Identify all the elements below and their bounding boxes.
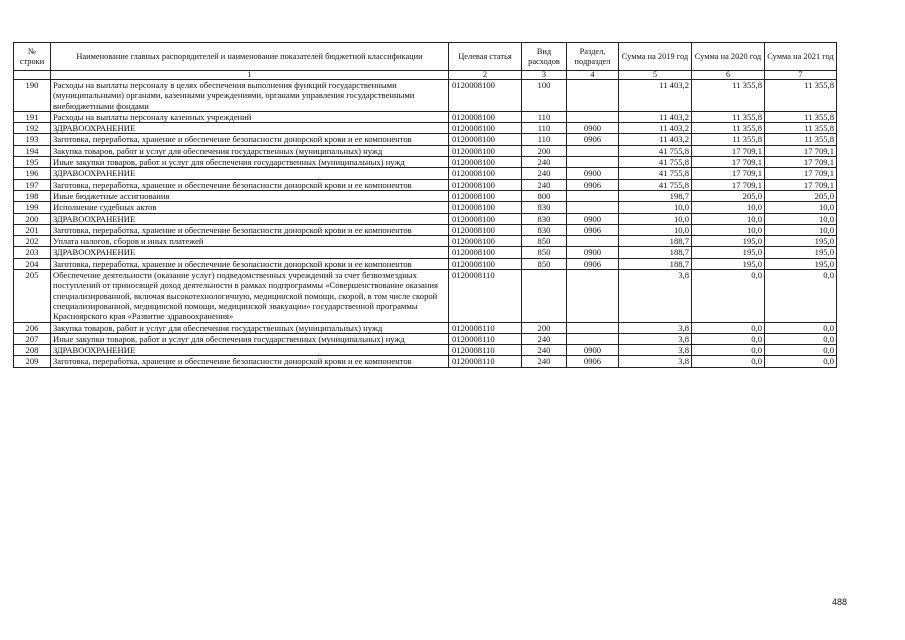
table-row	[14, 270, 837, 322]
row-number-cell: 192	[14, 123, 51, 134]
sum-2020-cell: 195,0	[692, 258, 765, 269]
table-row	[14, 134, 837, 145]
row-name-cell: Обеспечение деятельности (оказание услуг) подведомственных учреждений за счет безвозмездных поступлений от приносящей доход деятельности в рамках подпрограммы «Совершенствование оказания специализированной, включая высокотехнологичную, медицинской помощи, скорой, в том числе скорой специализированной, медицинской помощи, медицинской эвакуации» государственной программы Красноярского края «Развитие здравоохранения»	[51, 270, 449, 322]
expense-type-cell: 830	[522, 224, 567, 235]
budget-table-wrapper	[13, 42, 836, 368]
section-cell	[567, 190, 619, 201]
expense-type-cell: 240	[522, 333, 567, 344]
sum-2020-cell: 11 355,8	[692, 111, 765, 122]
row-name-cell: Расходы на выплаты персоналу казенных учреждений	[51, 111, 449, 122]
sum-2020-cell: 17 709,1	[692, 157, 765, 168]
row-name-cell: Иные закупки товаров, работ и услуг для обеспечения государственных (муниципальных) нужд	[51, 333, 449, 344]
sum-2019-cell: 41 755,8	[619, 168, 692, 179]
row-number-cell: 200	[14, 213, 51, 224]
sum-2021-cell: 205,0	[765, 190, 837, 201]
target-article-cell: 0120008110	[449, 345, 522, 356]
sum-2020-cell: 0,0	[692, 270, 765, 322]
section-cell: 0906	[567, 356, 619, 367]
target-article-cell: 0120008110	[449, 333, 522, 344]
row-name-cell: Закупка товаров, работ и услуг для обеспечения государственных (муниципальных) нужд	[51, 145, 449, 156]
sum-2020-cell: 205,0	[692, 190, 765, 201]
target-article-cell: 0120008100	[449, 134, 522, 145]
table-row	[14, 157, 837, 168]
row-number-cell: 201	[14, 224, 51, 235]
col-number	[14, 71, 51, 80]
expense-type-cell: 850	[522, 236, 567, 247]
sum-2021-cell: 10,0	[765, 202, 837, 213]
col-number: 3	[522, 71, 567, 80]
target-article-cell: 0120008100	[449, 157, 522, 168]
sum-2021-cell: 0,0	[765, 333, 837, 344]
col-header-sum-2021: Сумма на 2021 год	[765, 43, 837, 71]
section-cell	[567, 80, 619, 112]
sum-2019-cell: 3,8	[619, 333, 692, 344]
sum-2021-cell: 10,0	[765, 224, 837, 235]
target-article-cell: 0120008100	[449, 202, 522, 213]
sum-2020-cell: 195,0	[692, 247, 765, 258]
sum-2019-cell: 188,7	[619, 247, 692, 258]
expense-type-cell: 240	[522, 356, 567, 367]
row-name-cell: Исполнение судебных актов	[51, 202, 449, 213]
sum-2019-cell: 41 755,8	[619, 157, 692, 168]
target-article-cell: 0120008100	[449, 224, 522, 235]
sum-2020-cell: 10,0	[692, 224, 765, 235]
row-name-cell: Иные закупки товаров, работ и услуг для обеспечения государственных (муниципальных) нужд	[51, 157, 449, 168]
sum-2019-cell: 188,7	[619, 236, 692, 247]
sum-2020-cell: 11 355,8	[692, 134, 765, 145]
expense-type-cell: 830	[522, 213, 567, 224]
table-row	[14, 236, 837, 247]
sum-2020-cell: 11 355,8	[692, 123, 765, 134]
table-row	[14, 202, 837, 213]
sum-2019-cell: 11 403,2	[619, 80, 692, 112]
column-number-row	[14, 71, 837, 80]
row-number-cell: 196	[14, 168, 51, 179]
sum-2019-cell: 10,0	[619, 224, 692, 235]
table-row	[14, 333, 837, 344]
sum-2020-cell: 0,0	[692, 333, 765, 344]
sum-2020-cell: 195,0	[692, 236, 765, 247]
sum-2019-cell: 10,0	[619, 202, 692, 213]
sum-2020-cell: 17 709,1	[692, 168, 765, 179]
row-number-cell: 191	[14, 111, 51, 122]
row-name-cell: Заготовка, переработка, хранение и обеспечение безопасности донорской крови и ее компонентов	[51, 134, 449, 145]
target-article-cell: 0120008100	[449, 145, 522, 156]
section-cell	[567, 145, 619, 156]
table-row	[14, 345, 837, 356]
table-row	[14, 179, 837, 190]
row-name-cell: ЗДРАВООХРАНЕНИЕ	[51, 247, 449, 258]
sum-2019-cell: 3,8	[619, 345, 692, 356]
table-row	[14, 213, 837, 224]
row-name-cell: Заготовка, переработка, хранение и обеспечение безопасности донорской крови и ее компонентов	[51, 179, 449, 190]
sum-2020-cell: 10,0	[692, 213, 765, 224]
section-cell	[567, 111, 619, 122]
row-name-cell: ЗДРАВООХРАНЕНИЕ	[51, 168, 449, 179]
sum-2020-cell: 17 709,1	[692, 179, 765, 190]
target-article-cell: 0120008100	[449, 247, 522, 258]
sum-2021-cell: 17 709,1	[765, 179, 837, 190]
row-number-cell: 207	[14, 333, 51, 344]
sum-2019-cell: 41 755,8	[619, 179, 692, 190]
expense-type-cell: 110	[522, 134, 567, 145]
row-number-cell: 209	[14, 356, 51, 367]
target-article-cell: 0120008100	[449, 236, 522, 247]
section-cell: 0906	[567, 258, 619, 269]
page-number: 488	[831, 597, 847, 607]
expense-type-cell: 110	[522, 111, 567, 122]
col-header-name: Наименование главных распорядителей и наименование показателей бюджетной классификации	[51, 43, 449, 71]
row-name-cell: Заготовка, переработка, хранение и обеспечение безопасности донорской крови и ее компонентов	[51, 258, 449, 269]
sum-2020-cell: 17 709,1	[692, 145, 765, 156]
sum-2019-cell: 10,0	[619, 213, 692, 224]
section-cell	[567, 322, 619, 333]
table-row	[14, 190, 837, 201]
sum-2019-cell: 11 403,2	[619, 134, 692, 145]
table-row	[14, 80, 837, 112]
section-cell: 0900	[567, 345, 619, 356]
row-name-cell: ЗДРАВООХРАНЕНИЕ	[51, 345, 449, 356]
sum-2020-cell: 0,0	[692, 322, 765, 333]
row-number-cell: 208	[14, 345, 51, 356]
table-row	[14, 168, 837, 179]
section-cell	[567, 202, 619, 213]
section-cell: 0900	[567, 123, 619, 134]
expense-type-cell: 240	[522, 157, 567, 168]
section-cell: 0900	[567, 213, 619, 224]
expense-type-cell: 200	[522, 145, 567, 156]
sum-2021-cell: 0,0	[765, 322, 837, 333]
col-number: 7	[765, 71, 837, 80]
table-row	[14, 356, 837, 367]
sum-2021-cell: 195,0	[765, 247, 837, 258]
row-name-cell: Расходы на выплаты персоналу в целях обеспечения выполнения функций государственными (муниципальными) органами, казенными учреждениями, органами управления государственными внебюджетными фондами	[51, 80, 449, 112]
col-header-target-article: Целевая статья	[449, 43, 522, 71]
expense-type-cell: 110	[522, 123, 567, 134]
col-number: 4	[567, 71, 619, 80]
row-number-cell: 199	[14, 202, 51, 213]
table-row	[14, 224, 837, 235]
col-header-expense-type: Вид расходов	[522, 43, 567, 71]
table-row	[14, 247, 837, 258]
sum-2021-cell: 195,0	[765, 258, 837, 269]
row-number-cell: 193	[14, 134, 51, 145]
row-name-cell: Уплата налогов, сборов и иных платежей	[51, 236, 449, 247]
table-row	[14, 145, 837, 156]
sum-2021-cell: 0,0	[765, 356, 837, 367]
table-row	[14, 123, 837, 134]
row-name-cell: Иные бюджетные ассигнования	[51, 190, 449, 201]
expense-type-cell: 240	[522, 179, 567, 190]
expense-type-cell: 240	[522, 345, 567, 356]
sum-2021-cell: 0,0	[765, 345, 837, 356]
col-number: 6	[692, 71, 765, 80]
target-article-cell: 0120008100	[449, 213, 522, 224]
section-cell: 0900	[567, 247, 619, 258]
table-header-row	[14, 43, 837, 71]
sum-2019-cell: 198,7	[619, 190, 692, 201]
sum-2021-cell: 195,0	[765, 236, 837, 247]
target-article-cell: 0120008110	[449, 270, 522, 322]
row-number-cell: 195	[14, 157, 51, 168]
col-header-sum-2020: Сумма на 2020 год	[692, 43, 765, 71]
row-number-cell: 203	[14, 247, 51, 258]
expense-type-cell: 850	[522, 247, 567, 258]
row-number-cell: 206	[14, 322, 51, 333]
table-row	[14, 322, 837, 333]
target-article-cell: 0120008110	[449, 356, 522, 367]
expense-type-cell: 240	[522, 168, 567, 179]
target-article-cell: 0120008100	[449, 111, 522, 122]
target-article-cell: 0120008110	[449, 322, 522, 333]
target-article-cell: 0120008100	[449, 123, 522, 134]
expense-type-cell: 830	[522, 202, 567, 213]
row-name-cell: ЗДРАВООХРАНЕНИЕ	[51, 123, 449, 134]
sum-2020-cell: 0,0	[692, 345, 765, 356]
row-number-cell: 190	[14, 80, 51, 112]
row-number-cell: 202	[14, 236, 51, 247]
row-number-cell: 197	[14, 179, 51, 190]
section-cell	[567, 157, 619, 168]
sum-2021-cell: 17 709,1	[765, 145, 837, 156]
expense-type-cell	[522, 270, 567, 322]
table-row	[14, 258, 837, 269]
sum-2021-cell: 11 355,8	[765, 80, 837, 112]
sum-2021-cell: 11 355,8	[765, 111, 837, 122]
sum-2019-cell: 3,8	[619, 322, 692, 333]
section-cell	[567, 236, 619, 247]
row-name-cell: ЗДРАВООХРАНЕНИЕ	[51, 213, 449, 224]
section-cell: 0900	[567, 168, 619, 179]
expense-type-cell: 100	[522, 80, 567, 112]
sum-2020-cell: 10,0	[692, 202, 765, 213]
col-header-section: Раздел, подраздел	[567, 43, 619, 71]
col-number: 2	[449, 71, 522, 80]
sum-2021-cell: 10,0	[765, 213, 837, 224]
row-number-cell: 198	[14, 190, 51, 201]
target-article-cell: 0120008100	[449, 179, 522, 190]
sum-2021-cell: 11 355,8	[765, 134, 837, 145]
sum-2021-cell: 0,0	[765, 270, 837, 322]
sum-2021-cell: 17 709,1	[765, 157, 837, 168]
row-number-cell: 194	[14, 145, 51, 156]
row-name-cell: Закупка товаров, работ и услуг для обеспечения государственных (муниципальных) нужд	[51, 322, 449, 333]
col-number: 5	[619, 71, 692, 80]
sum-2021-cell: 17 709,1	[765, 168, 837, 179]
target-article-cell: 0120008100	[449, 80, 522, 112]
sum-2019-cell: 41 755,8	[619, 145, 692, 156]
expense-type-cell: 200	[522, 322, 567, 333]
col-header-sum-2019: Сумма на 2019 год	[619, 43, 692, 71]
budget-table	[13, 42, 837, 368]
row-number-cell: 204	[14, 258, 51, 269]
row-number-cell: 205	[14, 270, 51, 322]
section-cell: 0906	[567, 179, 619, 190]
sum-2019-cell: 11 403,2	[619, 111, 692, 122]
expense-type-cell: 800	[522, 190, 567, 201]
row-name-cell: Заготовка, переработка, хранение и обеспечение безопасности донорской крови и ее компонентов	[51, 224, 449, 235]
sum-2020-cell: 0,0	[692, 356, 765, 367]
target-article-cell: 0120008100	[449, 168, 522, 179]
sum-2019-cell: 11 403,2	[619, 123, 692, 134]
sum-2021-cell: 11 355,8	[765, 123, 837, 134]
sum-2020-cell: 11 355,8	[692, 80, 765, 112]
target-article-cell: 0120008100	[449, 190, 522, 201]
section-cell: 0906	[567, 134, 619, 145]
row-name-cell: Заготовка, переработка, хранение и обеспечение безопасности донорской крови и ее компонентов	[51, 356, 449, 367]
col-number: 1	[51, 71, 449, 80]
sum-2019-cell: 188,7	[619, 258, 692, 269]
col-header-row-number: № строки	[14, 43, 51, 71]
section-cell	[567, 270, 619, 322]
sum-2019-cell: 3,8	[619, 270, 692, 322]
expense-type-cell: 850	[522, 258, 567, 269]
section-cell	[567, 333, 619, 344]
table-row	[14, 111, 837, 122]
sum-2019-cell: 3,8	[619, 356, 692, 367]
target-article-cell: 0120008100	[449, 258, 522, 269]
section-cell: 0906	[567, 224, 619, 235]
